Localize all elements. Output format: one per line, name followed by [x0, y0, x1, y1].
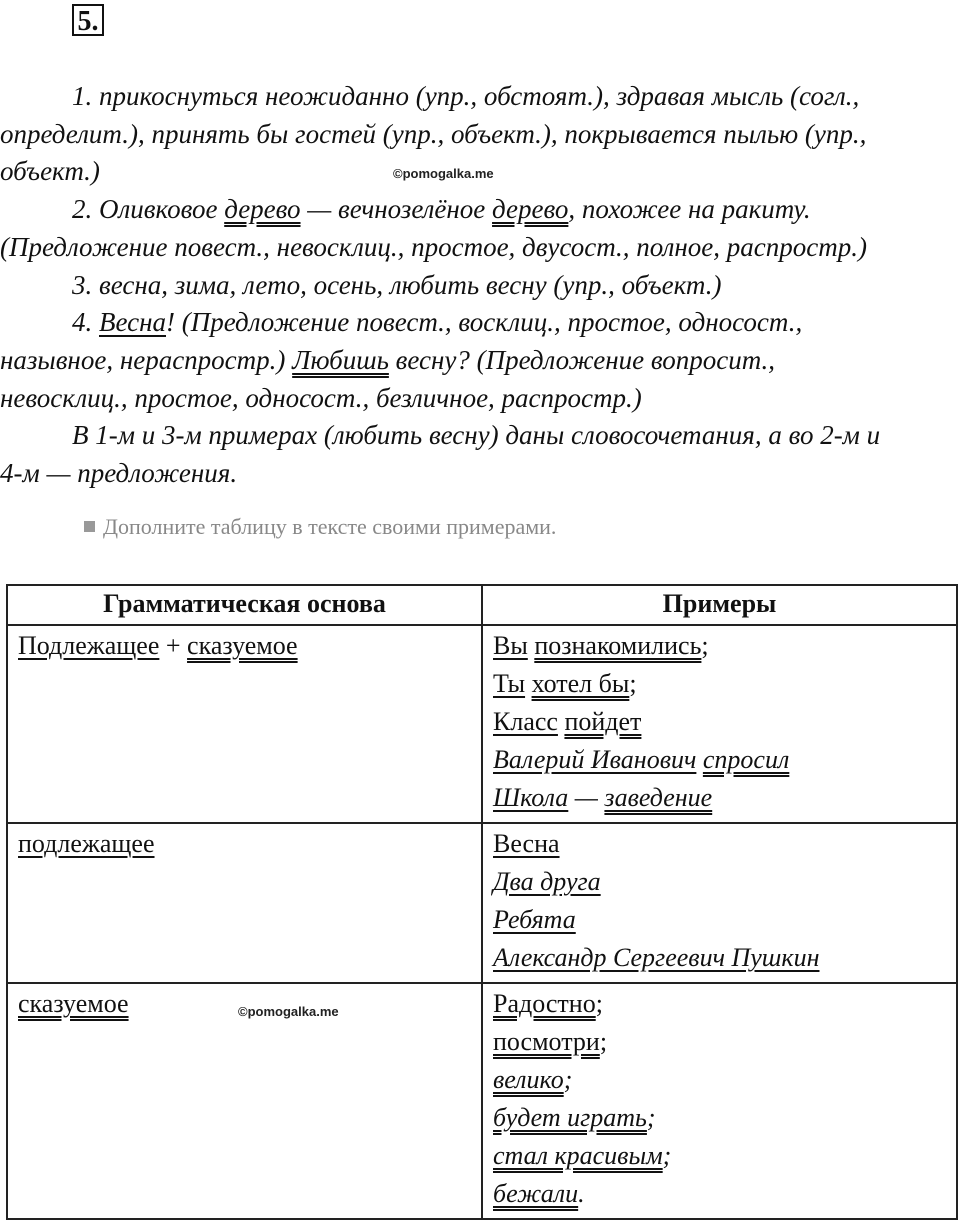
example-item: Школа — заведение — [493, 783, 713, 812]
task-number: 5. — [72, 4, 104, 36]
predicate-word: дерево — [224, 194, 301, 225]
basis-cell: сказуемое ©pomogalka.me — [7, 983, 482, 1219]
predicate-word: дерево — [492, 194, 569, 225]
example-item: Весна — [493, 829, 560, 858]
answer-line: 4-м — предложения. — [0, 458, 238, 489]
answer-line: 3. весна, зима, лето, осень, любить весну (упр., объект.) — [72, 269, 722, 300]
example-item: Валерий Иванович спросил — [493, 745, 790, 774]
answer-line: определит.), принять бы гостей (упр., объект.), покрывается пылью (упр., — [0, 118, 867, 149]
example-item: Класс пойдет — [493, 707, 642, 736]
example-item: бежали. — [493, 1179, 585, 1208]
example-item: Ребята — [493, 905, 576, 934]
examples-cell — [482, 625, 957, 823]
examples-cell — [482, 823, 957, 983]
example-item: Два друга — [493, 867, 601, 896]
answer-line: невосклиц., простое, односост., безличное, распростр.) — [0, 382, 642, 413]
example-item: посмотри; — [493, 1027, 608, 1056]
table-row — [7, 823, 957, 983]
answer-line: 4. Весна! (Предложение повест., восклиц., простое, односост., — [72, 307, 803, 338]
example-item: Александр Сергеевич Пушкин — [493, 943, 820, 972]
table-row — [7, 625, 957, 823]
answer-line: (Предложение повест., невосклиц., простое, двусост., полное, распростр.) — [0, 231, 867, 262]
subject-word: Весна — [99, 307, 166, 338]
watermark: ©pomogalka.me — [393, 166, 494, 181]
answer-text — [0, 78, 955, 493]
example-item: стал красивым; — [493, 1141, 672, 1170]
example-item: будет играть; — [493, 1103, 656, 1132]
answer-line: В 1-м и 3-м примерах (любить весну) даны словосочетания, а во 2-м и — [72, 420, 881, 451]
bullet-square-icon — [84, 521, 95, 532]
predicate-word: Любишь — [292, 344, 389, 375]
task-hint: Дополните таблицу в тексте своими примерами. — [84, 514, 556, 540]
table-header-row — [7, 585, 957, 625]
examples-cell — [482, 983, 957, 1219]
watermark: ©pomogalka.me — [238, 1004, 339, 1019]
basis-cell: подлежащее — [7, 823, 482, 983]
answer-line: 1. прикоснуться неожиданно (упр., обстоят.), здравая мысль (согл., — [72, 81, 860, 111]
example-item: велико; — [493, 1065, 573, 1094]
example-item: Ты хотел бы; — [493, 669, 637, 698]
table-row — [7, 983, 957, 1219]
answer-line: объект.) — [0, 156, 100, 187]
header-examples: Примеры — [482, 585, 957, 625]
example-item: Радостно; — [493, 989, 603, 1018]
basis-cell: Подлежащее + сказуемое — [7, 625, 482, 823]
grammar-table — [6, 584, 958, 1220]
header-basis: Грамматическая основа — [7, 585, 482, 625]
answer-line: 2. Оливковое дерево — вечнозелёное дерево, похожее на ракиту. — [72, 194, 811, 225]
answer-line: назывное, нераспростр.) Любишь весну? (Предложение вопросит., — [0, 344, 776, 375]
example-item: Вы познакомились; — [493, 631, 709, 660]
